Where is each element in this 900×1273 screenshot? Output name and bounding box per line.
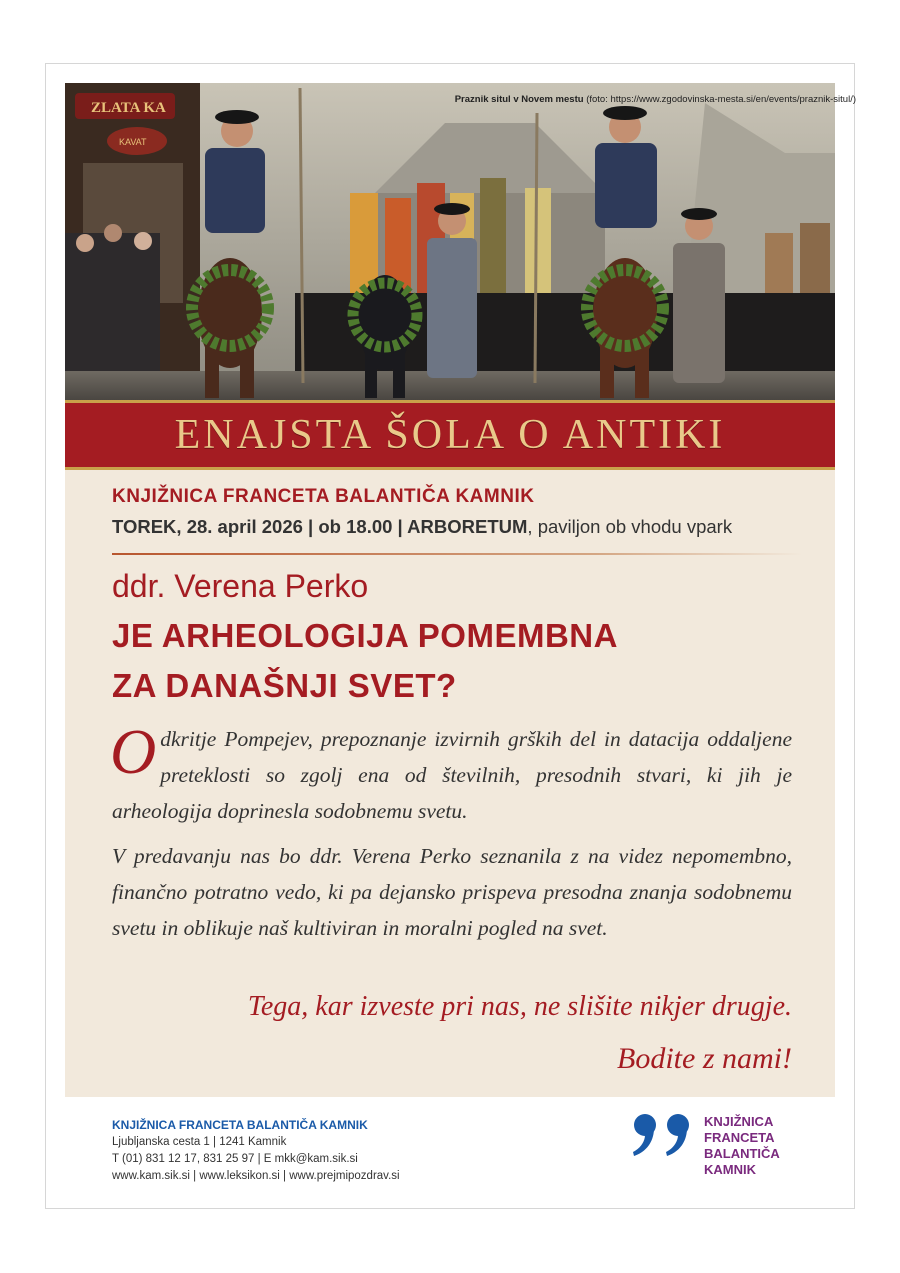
lecture-title-line1: JE ARHEOLOGIJA POMEMBNA bbox=[112, 617, 618, 654]
procession-photo bbox=[65, 83, 835, 400]
event-place: , paviljon ob vhodu vpark bbox=[527, 516, 733, 537]
series-title: ENAJSTA ŠOLA O ANTIKI bbox=[174, 412, 726, 458]
caption-title: Praznik situl v Novem mestu bbox=[454, 94, 584, 105]
series-banner bbox=[65, 400, 835, 470]
logo-line2: FRANCETA bbox=[704, 1130, 775, 1145]
organizer: KNJIŽNICA FRANCETA BALANTIČA KAMNIK bbox=[112, 486, 535, 507]
library-logo-text bbox=[704, 1114, 780, 1178]
tagline: Tega, kar izveste pri nas, ne slišite nikjer drugje. bbox=[247, 991, 792, 1022]
footer-links[interactable]: www.kam.sik.si | www.leksikon.si | www.prejmipozdrav.si bbox=[112, 1170, 400, 1182]
divider bbox=[112, 553, 802, 555]
footer-contact: T (01) 831 12 17, 831 25 97 | E mkk@kam.sik.si bbox=[112, 1153, 358, 1165]
paragraph-description: V predavanju nas bo ddr. Verena Perko seznanila z na videz nepomembno, finančno potratno vedo, ki pa dejansko prispeva presodna znanja sodobnemu svetu in oblikuje naš kultiviran in moralni pogled na svet. bbox=[112, 844, 792, 940]
paragraph-intro-text: dkritje Pompejev, prepoznanje izvirnih grških del in datacija oddaljene preteklosti so zgolj ena od številnih, presodnih stvari, ki jih je arheologija doprinesla sodobnemu svetu. bbox=[112, 727, 792, 823]
shop-sign-small: KAVAT bbox=[119, 137, 147, 147]
drop-cap: O bbox=[110, 716, 157, 787]
footer-address: Ljubljanska cesta 1 | 1241 Kamnik bbox=[112, 1136, 287, 1148]
logo-line3: BALANTIČA bbox=[704, 1146, 780, 1161]
event-photo bbox=[65, 83, 835, 400]
logo-line1: KNJIŽNICA bbox=[704, 1114, 774, 1129]
event-details bbox=[112, 516, 732, 538]
shop-sign: ZLATA KA bbox=[91, 100, 166, 116]
caption-source: (foto: https://www.zgodovinska-mesta.si/en/events/praznik-situl/) bbox=[586, 94, 856, 105]
call-to-action: Bodite z nami! bbox=[617, 1042, 792, 1075]
footer-org: KNJIŽNICA FRANCETA BALANTIČA KAMNIK bbox=[112, 1118, 368, 1132]
event-date-time: TOREK, 28. april 2026 | ob 18.00 | ARBORETUM bbox=[112, 516, 528, 537]
logo-line4: KAMNIK bbox=[704, 1162, 756, 1177]
lecture-title-line2: ZA DANAŠNJI SVET? bbox=[112, 667, 457, 704]
photo-caption bbox=[455, 94, 856, 105]
speaker-name: ddr. Verena Perko bbox=[112, 568, 369, 604]
library-quote-logo-icon bbox=[628, 1108, 698, 1158]
paragraph-intro bbox=[110, 716, 792, 829]
